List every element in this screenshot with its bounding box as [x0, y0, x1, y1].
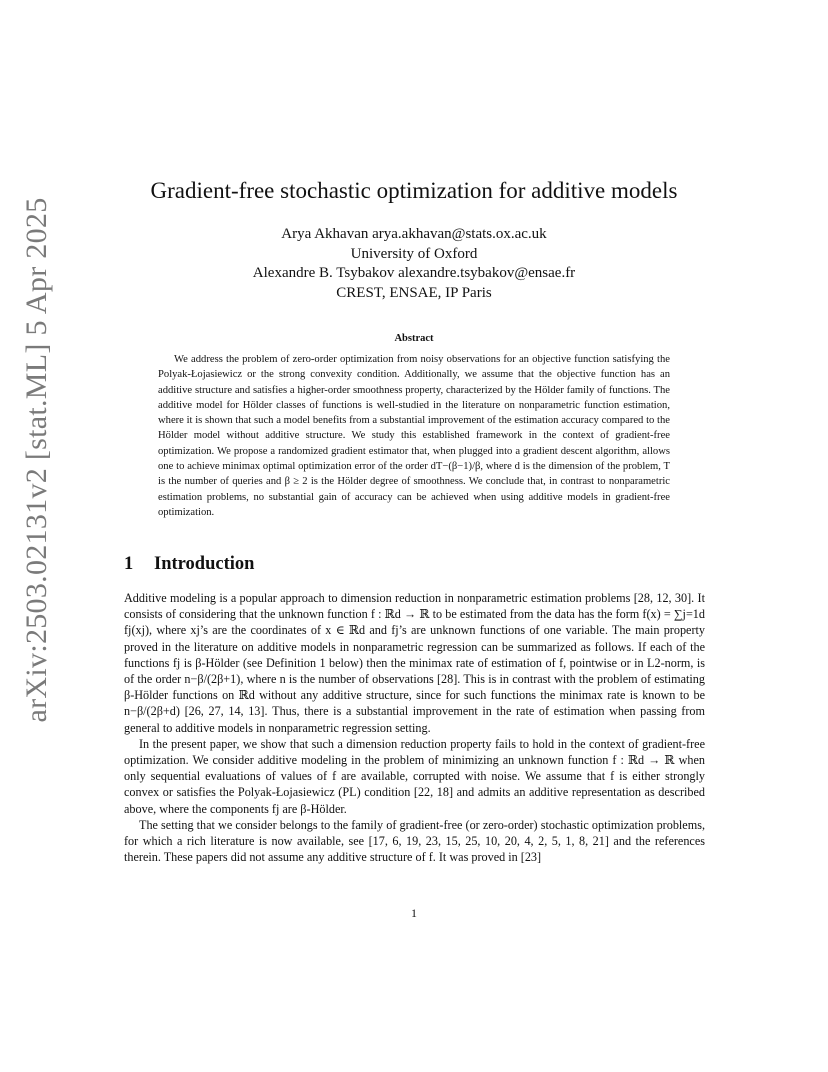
affiliation-line: CREST, ENSAE, IP Paris — [336, 284, 492, 301]
author-block — [0, 225, 828, 303]
arxiv-identifier-text: arXiv:2503.02131v2 [stat.ML] 5 Apr 2025 — [20, 197, 53, 723]
author-line: Alexandre B. Tsybakov alexandre.tsybakov@ensae.fr — [252, 265, 576, 281]
paragraph: Additive modeling is a popular approach to dimension reduction in nonparametric estimation problems [28, 12, 30]. It consists of considering that the unknown function f : ℝd → ℝ to be estimated from the data has the form f(x) = ∑j=1d fj(xj), where xj’s are the coordinates of x ∈ ℝd and fj’s are unknown functions of one variable. The main property proved in the literature on additive models in nonparametric regression can be summarized as follows. If each of the functions fj is β-Hölder (see Definition 1 below) then the minimax rate of estimation of f, pointwise or in L2-norm, is of the order n−β/(2β+1), where n is the number of observations [28]. This is in contrast with the problem of estimating β-Hölder functions on ℝd without any additive structure, since for such functions the minimax rate is known to be n−β/(2β+d) [26, 27, 14, 13]. Thus, there is a substantial improvement in the rate of estimation when passing from general to additive models in nonparametric regression setting. — [124, 591, 705, 735]
paragraph: In the present paper, we show that such a dimension reduction property fails to hold in the context of gradient-free optimization. We consider additive modeling in the problem of minimizing an unknown function f : ℝd → ℝ when only sequential evaluations of values of f are available, corrupted with noise. We assume that f is either strongly convex or satisfies the Polyak-Łojasiewicz (PL) condition [22, 18] and admits an additive representation as described above, where the components fj are β-Hölder. — [124, 736, 705, 816]
introduction-body — [124, 590, 705, 865]
arxiv-identifier-stamp — [14, 197, 60, 723]
affiliation-line: University of Oxford — [350, 245, 478, 262]
section-number: 1 — [124, 554, 134, 574]
page-number: 1 — [411, 906, 417, 920]
section-heading — [124, 554, 254, 575]
author-line: Arya Akhavan arya.akhavan@stats.ox.ac.uk — [281, 226, 547, 242]
paragraph: The setting that we consider belongs to the family of gradient-free (or zero-order) stochastic optimization problems, for which a rich literature is now available, see [17, 6, 19, 23, 15, 25, 10, 20, 4, 2, 5, 1, 8, 21] and the references therein. These papers did not assume any additive structure of f. It was proved in [23] — [124, 817, 705, 865]
abstract-heading: Abstract — [394, 333, 434, 344]
paper-title: Gradient-free stochastic optimization for additive models — [150, 178, 678, 203]
abstract-text: We address the problem of zero-order optimization from noisy observations for an objective function satisfying the Polyak-Łojasiewicz or the strong convexity condition. Additionally, we assume that the objective function has an additive structure and satisfies a higher-order smoothness property, characterized by the Hölder family of functions. The additive model for Hölder classes of functions is well-studied in the literature on nonparametric function estimation, where it is shown that such a model benefits from a substantial improvement of the estimation accuracy compared to the Hölder model without additive structure. We study this established framework in the context of gradient-free optimization. We propose a randomized gradient estimator that, when plugged into a gradient descent algorithm, allows one to achieve minimax optimal optimization error of the order dT−(β−1)/β, where d is the dimension of the problem, T is the number of queries and β ≥ 2 is the Hölder degree of smoothness. We conclude that, in contrast to nonparametric estimation problems, no substantial gain of accuracy can be achieved when using additive models in gradient-free optimization. — [158, 354, 670, 518]
section-title: Introduction — [154, 554, 255, 574]
